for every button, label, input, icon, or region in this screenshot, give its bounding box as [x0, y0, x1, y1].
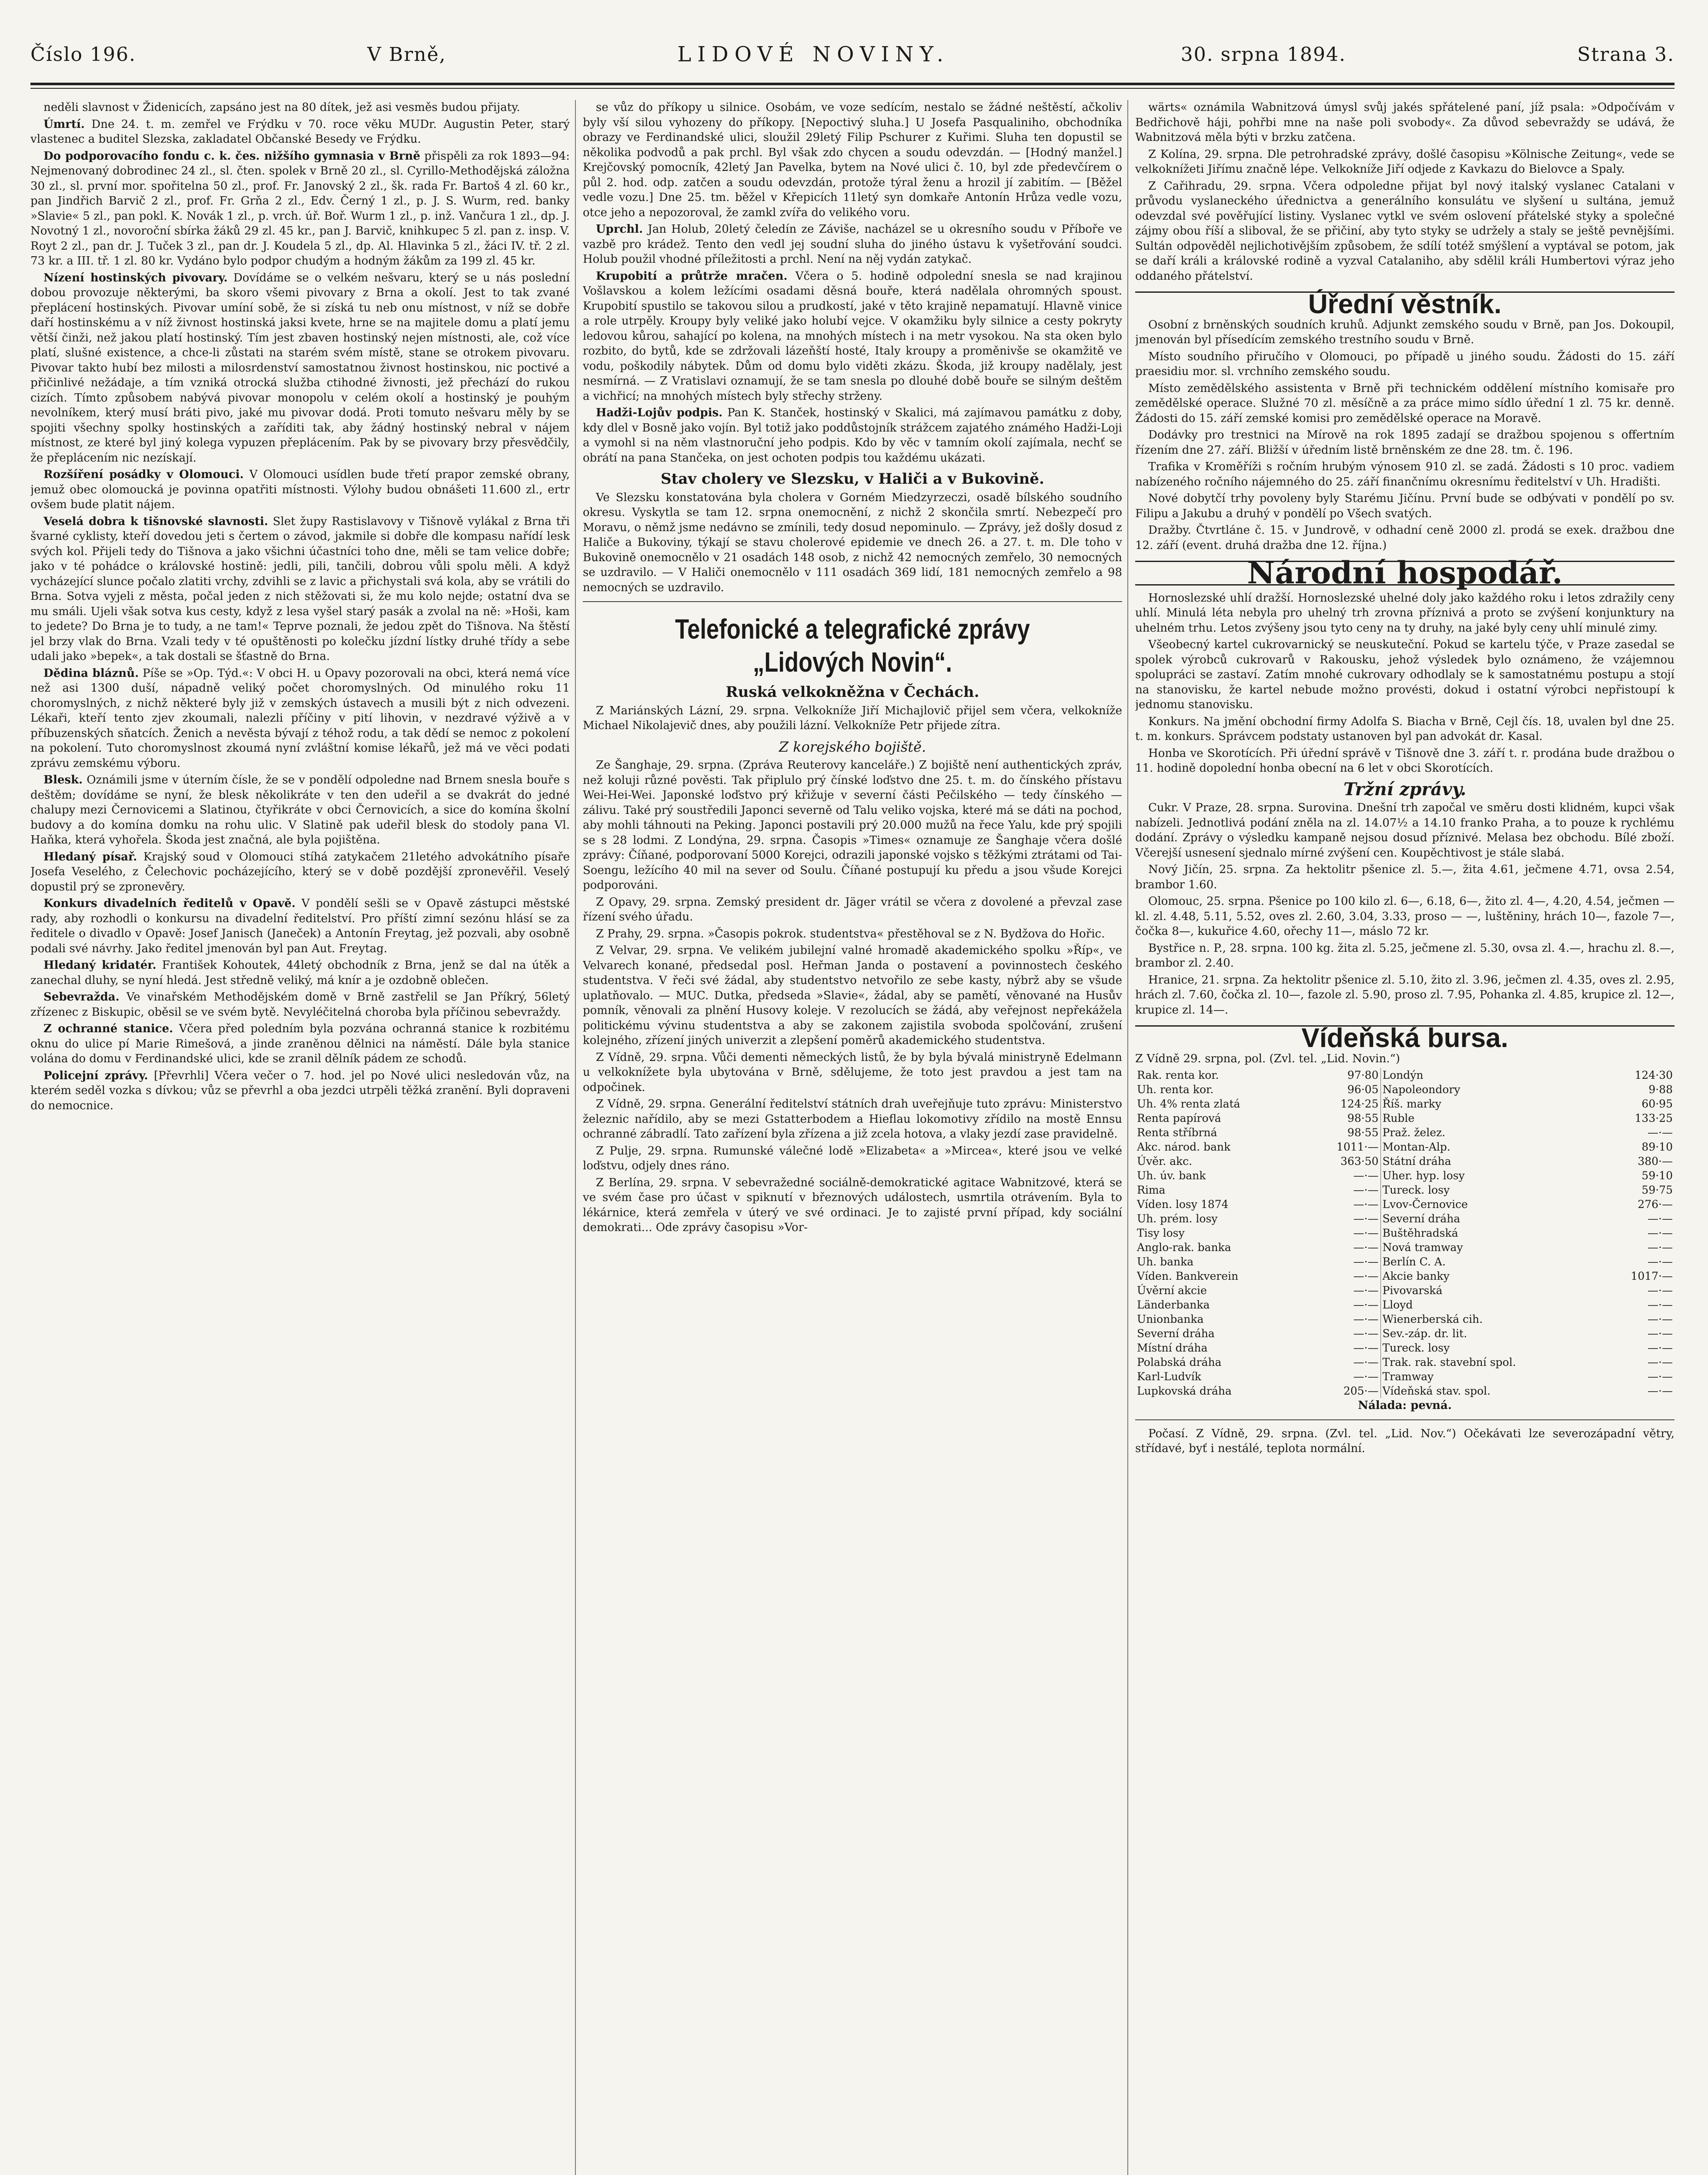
- page-number: Strana 3.: [1577, 43, 1675, 66]
- security-name: Renta papírová: [1137, 1112, 1221, 1124]
- security-name: Berlín C. A.: [1382, 1255, 1446, 1268]
- article-heading: Do podporovacího fondu c. k. čes. nižšího gymnasia v Brně: [43, 149, 421, 163]
- article-text: Honba ve Skorotících. Při úřední správě v Tišnově dne 3. září t. r. prodána bude dražbou o 11. hodině dopolední honba obecní na 6 let v obci Skorotících.: [1135, 746, 1675, 775]
- column-1: [30, 100, 570, 2175]
- article-heading: Sebevražda.: [43, 990, 120, 1004]
- article-text: přispěli za rok 1893—94: Nejmenovaný dobrodinec 24 zl., sl. čten. spolek v Brně 20 zl., sl. Cyrillo-Methodějská záložna 30 zl., sl. první mor. spořitelna 50 zl., prof. Fr. Janovský 2 zl., šk. rada Fr. Bartoš 4 zl. 60 kr., pan Jindřich Barvič 2 zl., prof. Fr. Grňa 2 zl., Edv. Černý 1 zl., p. J. S. Wurm, red. banky »Slavie« 5 zl., pan pokl. K. Novák 1 zl., p. vrch. úř. Boř. Wurm 1 zl., p. inž. Vančura 1 zl., dp. J. Novotný 1 zl., novoroční sbírka žáků 29 zl. 45 kr., pan J. Barvič, knihkupec 5 zl. pan z. insp. V. Royt 2 zl., pan dr. J. Tuček 3 zl., pan dr. J. Koudela 5 zl., dp. Al. Hlavinka 5 zl., žáci IV. tř. 2 zl. 73 kr. a III. tř. 1 zl. 80 kr. Vydáno bylo podpor chudým a hodným žákům za 199 zl. 45 kr.: [30, 149, 570, 268]
- article-text: Krajský soud v Olomouci stíhá zatykačem 21letého advokátního písaře Josefa Veselého, z Čelechovic pocházejícího, který se v době pozdější zpronevěřil. Veselý dopustil prý se zpronevěry.: [30, 850, 570, 893]
- security-name: Polabská dráha: [1137, 1356, 1222, 1369]
- table-row: [1135, 1341, 1675, 1355]
- security-price: —·—: [1307, 1369, 1380, 1384]
- table-row: [1135, 1082, 1675, 1097]
- article-text: Ze Šanghaje, 29. srpna. (Zpráva Reuterovy kanceláře.) Z bojiště není authentických zpráv, než koluji různé pověsti. Tak připlulo prý čínské loďstvo dne 25. t. m. do čínského přístavu Wei-Hei-Wei. Japonské loďstvo prý křižuje v severní části Pečilského — tedy čínského — zálivu. Také prý soustředili Japonci severně od Talu veliko vojska, které má se dáti na pochod, aby mohli táhnouti na Peking. Japonci postavili prý 20.000 mužů na řece Yalu, kde prý spojili se s 28 lodmi. Z Londýna, 29. srpna. Časopis »Times« oznamuje ze Šanghaje včera došlé zprávy: Číňané, podporovaní 5000 Korejci, odrazili japonské vojsko s těžkými ztrátami od Tai-Soengu, ležícího 40 mil na sever od Soulu. Číňané postupují ku předu a jsou všude Korejci podporováni.: [583, 759, 1122, 892]
- security-name: Uh. úv. bank: [1137, 1169, 1206, 1182]
- security-price: —·—: [1307, 1312, 1380, 1326]
- table-row: [1135, 1068, 1675, 1082]
- security-name: Státní dráha: [1382, 1155, 1451, 1168]
- article-heading: Hledaný písař.: [43, 850, 137, 863]
- article-text: Z Velvar, 29. srpna. Ve velikém jubilejní valné hromadě akademického spolku »Říp«, ve Velvarech konané, předsedal posl. Heřman Janda o postavení a povinnostech českého studentstva. V řeči své žádal, aby studentstvo netvořilo ze sebe kasty, nýbrž aby se všude uplatňovalo. — MUC. Dutka, předseda »Slavie«, žádal, aby se pamětí, věnované na Husův pomník, věnovali za plnění Husovy koleje. V rezolucích se žádá, aby veřejnost nepřekážela politickému vývinu studentstva a aby se zakonem zajistila svoboda spolčování, zrušení kolejného, zřízení jiných univerzit a zlepšení poměrů akademického studentstva.: [583, 944, 1122, 1047]
- separator: [1135, 1419, 1675, 1420]
- security-price: —·—: [1648, 1342, 1673, 1354]
- security-name: Úvěrní akcie: [1137, 1284, 1207, 1297]
- security-name: Vídeňská stav. spol.: [1382, 1385, 1491, 1397]
- security-name: Uh. renta kor.: [1137, 1083, 1214, 1096]
- security-price: —·—: [1648, 1255, 1673, 1268]
- article-text: Ve vinařském Methodějském domě v Brně zastřelil se Jan Příkrý, 56letý zřízenec z Biskupic, oběsil se ve svém bytě. Nevyléčitelná choroba byla příčinou sebevraždy.: [30, 990, 570, 1019]
- article-heading: Konkurs divadelních ředitelů v Opavě.: [43, 897, 296, 910]
- article-text: V Olomouci usídlen bude třetí prapor zemské obrany, jemuž obec olomoucká je povinna opatřiti místnosti. Výlohy budou obnášeti 11.600 zl., ertr ovšem bude platit nájem.: [30, 468, 570, 511]
- article-heading: Krupobití a průtrže mračen.: [596, 269, 788, 283]
- security-name: Rak. renta kor.: [1137, 1069, 1219, 1081]
- article: [583, 222, 1122, 267]
- column-divider: [1127, 100, 1128, 2175]
- table-row: [1135, 1211, 1675, 1226]
- table-row: [1135, 1097, 1675, 1111]
- section-heading: Stav cholery ve Slezsku, v Haliči a v Bukovině.: [661, 470, 1044, 488]
- security-name: Uh. prém. losy: [1137, 1212, 1218, 1225]
- security-price: 97·80: [1307, 1068, 1380, 1082]
- article-text: Slet župy Rastislavovy v Tišnově vylákal z Brna tři švarné cyklisty, kteří dovedou jeti s čertem o závod, jakmile si dobře dle kompasu nařídí lesk svých kol. Přijeli tedy do Tišnova a jako všichni účastníci toho dne, měli se tam velice dobře; jako v té pohádce o královské hostině: jedli, pili, tančili, dobrou vůli spolu měli. A když vycházející slunce počalo zlatiti vrchy, zdvihli se z lavic a přichystali svá kola, aby se vrátili do Brna. Sotva vyjeli z města, počal jeden z nich stěžovati si, že mu kolo nejde; ostatní dva se mu smáli. Ujeli však sotva kus cesty, když z lesa vyšel starý pasák a zvolal na ně: »Hoši, kam to jedete? Do Brna je to tudy, a ne tam!« Teprve poznali, že jedou zpět do Tišnova. Na štěstí jel brzy vlak do Brna. Vzali tedy v té opuštěnosti po kolečku jízdní lístky druhé třídy a sebe udali jako »bepek«, a tak dostali se šťastně do Brna.: [30, 515, 570, 663]
- security-price: —·—: [1307, 1226, 1380, 1240]
- security-name: Trak. rak. stavební spol.: [1382, 1356, 1516, 1369]
- article-text: Hranice, 21. srpna. Za hektolitr pšenice zl. 5.10, žito zl. 3.96, ječmen zl. 4.35, oves zl. 2.95, hrách zl. 7.60, čočka zl. 10—, fazole zl. 5.90, proso zl. 7.95, Pohanka zl. 4.85, krupice zl. 12—, krupice zl. 14—.: [1135, 973, 1675, 1017]
- section-heading: Ruská velkokněžna v Čechách.: [725, 683, 979, 701]
- masthead-rule: [30, 83, 1675, 85]
- table-row: [1135, 1111, 1675, 1125]
- issue-number: Číslo 196.: [30, 43, 136, 66]
- table-row: [1135, 1197, 1675, 1211]
- security-price: 1011·—: [1307, 1140, 1380, 1154]
- table-row: [1135, 1183, 1675, 1197]
- article-text: Olomouc, 25. srpna. Pšenice po 100 kilo zl. 6—, 6.18, 6—, žito zl. 4—, 4.20, 4.54, ječmen — kl. zl. 4.48, 5.11, 5.52, oves zl. 2.60, 3.04, 3.33, proso — —, luštěniny, hrách 10—, fazole 7—, čočka 8—, kukuřice 4.60, ořechy 11—, máslo 72 kr.: [1135, 895, 1675, 938]
- article-text: Místo soudního přiručího v Olomouci, po případě u jiného soudu. Žádosti do 15. září praesidiu mor. sl. vrchního zemského soudu.: [1135, 350, 1675, 378]
- article-text: Trafika v Kroměříži s ročním hrubým výnosem 910 zl. se zadá. Žádosti s 10 proc. vadiem nabízeného ročního nájemného do 25. září finančnímu okresnímu ředitelství v Uh. Hradišti.: [1135, 460, 1675, 489]
- security-name: Lloyd: [1382, 1298, 1413, 1311]
- masthead-rule-thin: [30, 88, 1675, 89]
- article-text: Oznámili jsme v úterním čísle, že se v pondělí odpoledne nad Brnem snesla bouře s deštěm; dovídáme se nyní, že blesk několikráte v ten den udeřil a se dvakrát do jedné chalupy mezi Černovicemi a Slatinou, čtyřikráte v obci Černovicích, a sice do komína školní budovy a do komína domku na rohu ulic. V Slatině pak udeřil blesk do stodoly pana Vl. Haňka, která vyhořela. Škoda jest značná, ale byla pojištěna.: [30, 773, 570, 847]
- masthead: [30, 30, 1675, 78]
- security-name: Montan-Alp.: [1382, 1141, 1451, 1153]
- table-row: [1135, 1269, 1675, 1283]
- security-price: —·—: [1648, 1327, 1673, 1340]
- security-price: —·—: [1648, 1126, 1673, 1139]
- security-price: —·—: [1307, 1168, 1380, 1183]
- article-text: Píše se »Op. Týd.«: V obci H. u Opavy pozorovali na obci, která nemá více než asi 1300 duší, nápadně veliký počet choromyslných. Od minulého roku 11 choromyslných, z nichž některé byly již v zemských ústavech a musili být z nich odvezeni. Lékaři, kteří tento zjev zkoumali, nalezli příčiny v pití lihovin, v nezdravé výživě a v příbuzenských sňatcích. Ženich a nevěsta bývají z téhož rodu, a tak dědí se nemoc z pokolení na pokolení. Tuto choromyslnost zkoumá nyní zvláštní komise lékařů, jež má ve věci podati zprávu zemskému výboru.: [30, 666, 570, 770]
- article-text: Z Berlína, 29. srpna. V sebevražedné sociálně-demokratické agitace Wabnitzové, která se ve svém čase pro účast v spiknutí v březnových událostech, usmrtila otrávením. Byla to lékárnice, která zemřela v úterý ve své ordinaci. Je to zajisté první případ, kdy sociální demokrati... Ode zprávy časopisu »Vor-: [583, 1176, 1122, 1234]
- table-row: [1135, 1312, 1675, 1326]
- weather-report: Počasí. Z Vídně, 29. srpna. (Zvl. tel. „Lid. Nov.“) Očekávati lze severozápadní větry, střídavé, byť i nestálé, teplota normální.: [1135, 1427, 1675, 1455]
- security-price: —·—: [1307, 1197, 1380, 1211]
- security-price: —·—: [1307, 1240, 1380, 1255]
- table-row: [1135, 1240, 1675, 1255]
- security-price: —·—: [1307, 1183, 1380, 1197]
- article: [30, 1021, 570, 1067]
- article: [30, 514, 570, 664]
- security-name: Místní dráha: [1137, 1342, 1208, 1354]
- article-text: Z Vídně, 29. srpna. Vůči dementi německých listů, že by byla bývalá ministryně Edelmann u velkoknížete byla ubytována v Brně, sdělujeme, že toto jest pravdou a jest tam na odpočinek.: [583, 1051, 1122, 1094]
- article: [583, 405, 1122, 465]
- security-name: Severní dráha: [1137, 1327, 1215, 1340]
- security-name: Víden. Bankverein: [1137, 1270, 1239, 1282]
- issue-date: 30. srpna 1894.: [1180, 43, 1346, 66]
- article-text: Z Cařihradu, 29. srpna. Včera odpoledne přijat byl nový italský vyslanec Catalani v průvodu vyslaneckého úřednictva a generálního konsulátu ve slyšení u sultána, jemuž odevzdal své pověřující listiny. Vyslanec vytkl ve svém oslovení přátelské styky a společné zájmy obou říší a sliboval, že se přičiní, aby tyto styky se udržely a staly se ještě pevnějšími. Sultán odpověděl nejlichotivějším způsobem, že sdílí totéž smýšlení a vyptával se potom, jak se daří králi a královské rodině a vyzval Catalaniho, aby sdělil králi Humbertovi výraz jeho oddaného přátelství.: [1135, 179, 1675, 283]
- article-text: Dne 24. t. m. zemřel ve Frýdku v 70. roce věku MUDr. Augustin Peter, starý vlastenec a buditel Slezska, zakladatel Občanské Besedy ve Frýdku.: [30, 117, 570, 146]
- security-price: 380·—: [1638, 1155, 1673, 1168]
- article-text: František Kohoutek, 44letý obchodník z Brna, jenž se dal na útěk a zanechal dluhy, se nyní hledá. Jest středně veliký, má knír a je ozdobně oblečen.: [30, 959, 570, 987]
- security-price: 133·25: [1634, 1112, 1673, 1124]
- article: [30, 149, 570, 269]
- security-name: Länderbanka: [1137, 1298, 1210, 1311]
- security-name: Renta stříbrná: [1137, 1126, 1217, 1139]
- security-price: —·—: [1307, 1326, 1380, 1341]
- security-price: —·—: [1307, 1355, 1380, 1369]
- article: [30, 467, 570, 512]
- article-text: Konkurs. Na jmění obchodní firmy Adolfa S. Biacha v Brně, Cejl čís. 18, uvalen byl dne 25. t. m. konkurs. Správcem podstaty ustanoven byl pan advokát dr. Kasal.: [1135, 715, 1675, 743]
- table-row: [1135, 1226, 1675, 1240]
- article-text: [Převrhli] Včera večer o 7. hod. jel po Nové ulici nesledován vůz, na kterém seděl vozka s dívkou; vůz se převrhl a oba jezdci utrpěli těžká zranění. Byli dopraveni do nemocnice.: [30, 1069, 570, 1112]
- security-name: Praž. želez.: [1382, 1126, 1446, 1139]
- table-row: [1135, 1168, 1675, 1183]
- security-price: —·—: [1648, 1385, 1673, 1397]
- security-name: Tramway: [1382, 1370, 1434, 1383]
- security-price: —·—: [1648, 1356, 1673, 1369]
- national-economy-heading: Národní hospodář.: [1135, 561, 1675, 586]
- article-heading: Dědina bláznů.: [43, 666, 139, 680]
- security-name: Uh. 4% renta zlatá: [1137, 1098, 1240, 1110]
- market-mood: Nálada: pevná.: [1358, 1399, 1452, 1412]
- city: V Brně,: [367, 43, 446, 66]
- article-text: Cukr. V Praze, 28. srpna. Surovina. Dnešní trh započal ve směru dosti klidném, kupci však nabízeli. Jednotlivá podání zněla na zl. 14.07½ a 14.10 franko Praha, a to pouze k rychlému dodání. Zprávy o výsledku kampaně nejsou dosud příznivé. Melasa bez obchodu. Bílé zboží. Včerejší usnesení sjednalo mírné zvýšení cen. Koupěchtivost je stále slabá.: [1135, 801, 1675, 860]
- article-heading: Z ochranné stanice.: [43, 1022, 173, 1035]
- security-price: 9·88: [1648, 1083, 1673, 1096]
- article-text: Včera o 5. hodině odpolední snesla se nad krajinou Vošlavskou a kolem ležícími osadami děsná bouře, která nadělala ohromných spoust. Krupobití spustilo se takovou silou a prudkostí, jaké v těto krajině nepamatují. Hlavně vinice a role utrpěly. Kroupy byly veliké jako holubí vejce. V okamžiku byly silnice a cesty pokryty ledovou kůrou, sahající po kolena, na mnohých místech i na metr vysokou. Na sta oken bylo rozbito, do bytů, kde se zdržovali lázeňští hosté, Italy kroupy a proměnivše se okamžitě ve vodu, poškodily nábytek. Dům od domu bylo viděti zkázu. Škoda, již kroupy nadělaly, jest nesmírná. — Z Vratislavi oznamují, že se tam snesla po dlouhé době bouře se silným deštěm a vichřicí; na mnohých místech byly střechy strženy.: [583, 269, 1122, 403]
- article-text: Nové dobytčí trhy povoleny byly Starému Jičínu. První bude se odbývati v pondělí po sv. Filipu a Jakubu a druhý v pondělí po Všech svatých.: [1135, 492, 1675, 520]
- security-price: —·—: [1648, 1227, 1673, 1239]
- security-price: 124·30: [1634, 1069, 1673, 1081]
- security-price: —·—: [1307, 1298, 1380, 1312]
- article-text: Jan Holub, 20letý čeledín ze Záviše, nacházel se u okresního soudu v Příboře ve vazbě pro krádež. Tento den vedl jej soudní sluha do jiného ústavu k vyšetřování soudci. Holub použil vhodné příležitosti a prchl. Není na něj vydán zatykač.: [583, 223, 1122, 266]
- table-row: [1135, 1140, 1675, 1154]
- security-name: Ruble: [1382, 1112, 1415, 1124]
- security-price: —·—: [1307, 1211, 1380, 1226]
- article-text: Bystřice n. P., 28. srpna. 100 kg. žita zl. 5.25, ječmene zl. 5.30, ovsa zl. 4.—, hrachu zl. 8.—, brambor zl. 2.40.: [1135, 941, 1675, 970]
- article-text: Místo zemědělského assistenta v Brně při technickém oddělení místního komisaře pro zemědělské operace. Služné 70 zl. měsíčně a za práce mimo sídlo úřední 1 zl. 75 kr. denně. Žádosti do 15. září zemské komisi pro zemědělské operace na Moravě.: [1135, 381, 1675, 425]
- security-name: Lvov-Černovice: [1382, 1198, 1468, 1211]
- column-divider: [575, 100, 576, 2175]
- security-price: —·—: [1307, 1255, 1380, 1269]
- security-name: Buštěhradská: [1382, 1227, 1458, 1239]
- article-heading: Hledaný kridatér.: [43, 959, 157, 972]
- article-text: Z Kolína, 29. srpna. Dle petrohradské zprávy, došlé časopisu »Kölnische Zeitung«, vede se velkoknížeti Jiřímu značně lépe. Velkokníže Jiří odjede z Kavkazu do Bielovce a Spaly.: [1135, 147, 1675, 176]
- section-heading: Z korejského bojiště.: [779, 738, 926, 755]
- security-price: —·—: [1648, 1370, 1673, 1383]
- article-text: Včera před poledním byla pozvána ochranná stanice k rozbitému oknu do ulice pí Marie Rimešová, a jinde zraněnou dělnici na náměstí. Dále byla stanice volána do domu v Ferdinandské ulici, kde se zranil dělník pádem ze schodů.: [30, 1022, 570, 1065]
- security-name: Pivovarská: [1382, 1284, 1443, 1297]
- separator: [583, 601, 1122, 602]
- security-price: 59·75: [1641, 1184, 1673, 1196]
- table-row: [1135, 1369, 1675, 1384]
- article-heading: Policejní zprávy.: [43, 1069, 148, 1082]
- market-news-heading: Tržní zprávy.: [1343, 779, 1467, 800]
- column-3: [1135, 100, 1675, 2175]
- article-text: Dražby. Čtvrtláne č. 15. v Jundrově, v odhadní ceně 2000 zl. prodá se exek. dražbou dne 12. září (event. druhá dražba dne 12. října.): [1135, 524, 1675, 552]
- security-name: Rima: [1137, 1184, 1166, 1196]
- table-row: [1135, 1283, 1675, 1298]
- article-text: wärts« oznámila Wabnitzová úmysl svůj jakés spřátelené paní, jíž psala: »Odpočívám v Bedřichově háji, pohřbi mne na naše poli svobody«. Za důvod sebevraždy se udává, že Wabnitzová měla býti v brzku zatčena.: [1135, 101, 1675, 144]
- exchange-table: [1135, 1068, 1675, 1398]
- security-price: —·—: [1648, 1298, 1673, 1311]
- table-row: [1135, 1298, 1675, 1312]
- security-price: 124·25: [1307, 1097, 1380, 1111]
- article-text: Z Pulje, 29. srpna. Rumunské válečné lodě »Elizabeta« a »Mircea«, které jsou ve velké loďstvu, odjely dnes ráno.: [583, 1144, 1122, 1172]
- table-row: [1135, 1326, 1675, 1341]
- article-text: Z Mariánských Lázní, 29. srpna. Velkokníže Jiří Michajlovič přijel sem včera, velkokníže Michael Nikolajevič dnes, aby použili lázní. Velkokníže Petr přijede zítra.: [583, 704, 1122, 732]
- newspaper-title: LIDOVÉ NOVINY.: [677, 42, 950, 67]
- security-name: Akc. národ. bank: [1137, 1141, 1231, 1153]
- article-text: Pan K. Stanček, hostinský v Skalici, má zajímavou památku z doby, kdy dlel v Bosně jako vojín. Byl totiž jako poddůstojník strážcem zajatého známého Hadži-Loji a vymohl si na něm vlastnoruční jeho podpis. Kdo by věc v tamním okolí zajímala, nechť se obrátí na pana Stančeka, on jest ochoten podpis tou každému ukázati.: [583, 406, 1122, 465]
- security-name: Víden. losy 1874: [1137, 1198, 1229, 1211]
- article-text: neděli slavnost v Židenicích, zapsáno jest na 80 dítek, jež asi vesměs budou přijaty.: [43, 101, 520, 114]
- security-name: Karl-Ludvík: [1137, 1370, 1201, 1383]
- security-name: Wienerberská cih.: [1382, 1313, 1483, 1325]
- official-gazette-heading: Úřední věstník.: [1135, 291, 1675, 312]
- security-price: —·—: [1648, 1241, 1673, 1254]
- table-row: [1135, 1355, 1675, 1369]
- security-name: Tisy losy: [1137, 1227, 1185, 1239]
- telegraph-section-title: Telefonické a telegrafické zprávy „Lidových Novin“.: [675, 613, 1030, 678]
- table-row: [1135, 1154, 1675, 1168]
- security-price: —·—: [1648, 1284, 1673, 1297]
- security-price: 89·10: [1641, 1141, 1673, 1153]
- table-row: [1135, 1384, 1675, 1398]
- article: [30, 850, 570, 895]
- article-text: Hornoslezské uhlí dražší. Hornoslezské uhelné doly jako každého roku i letos zdražily ceny uhlí. Minulá léta nebyla pro uhelný trh zrovna příznivá a proto se zvýšení konjunktury na uhelném trhu. Letos zvýšeny jsou tyto ceny na ty druhy, na jaké byly ceny uhlí minulé zimy.: [1135, 591, 1675, 635]
- security-price: 60·95: [1641, 1098, 1673, 1110]
- security-price: 98·55: [1307, 1125, 1380, 1140]
- security-name: Nová tramway: [1382, 1241, 1463, 1254]
- article: [30, 773, 570, 848]
- security-name: Úvěr. akc.: [1137, 1155, 1193, 1168]
- security-price: 276·—: [1638, 1198, 1673, 1211]
- column-2: [583, 100, 1122, 2175]
- article-heading: Nízení hostinských pivovary.: [43, 271, 228, 284]
- article: [583, 269, 1122, 404]
- article-text: Dovídáme se o velkém nešvaru, který se u nás poslední dobou provozuje některými, ba skoro všemi pivovary z Brna a okolí. Jest to tak zvané přeplácení hostinských. Pivovar umíní sobě, že si získá tu neb onu místnost, v níž se dobře daří hostinskému a v níž živnost hostinská jaksi kvete, hrne se na majitele domu a platí jemu větší činži, než jakou platí hostinský. Tím jest zbaven hostinský nejen místnosti, ale, což více platí, slušné existence, a chce-li zůstati na starém svém místě, stane se otrokem pivovaru. Pivovar takto hubí bez milosti a milosrdenství samostatnou živnost hostinskou, nic poctivé a přičinlivé nežádaje, a tím vzniká otrocká služba ctihodné živnosti, jež přechází do rukou cizích. Tímto způsobem nabývá pivovar monopolu v celém okolí a hostinský je pouhým nevolníkem, který musí bráti pivo, jaké mu pivovar dodá. Proti tomuto nešvaru měly by se spojiti všechny spolky hostinských a zaříditi tak, aby žádný hostinský nebral v nájem místnost, ze které byl jiný kolega vypuzen přeplácením. Pak by se pivovary brzy přesvědčily, že přeplácením nic nezískají.: [30, 271, 570, 465]
- article-text: Z Vídně, 29. srpna. Generální ředitelství státních drah uveřejňuje tuto zprávu: Ministerstvo železnic nařídilo, aby se mezi Gstatterbodem a Hieflau lokomotivy zřídilo na mostě Ennsu ochranné zábradlí. Tato zařízení byla zřízena a již zcela hotova, a vlaky jezdí zase pravidelně.: [583, 1098, 1122, 1141]
- article-heading: Blesk.: [43, 773, 83, 786]
- article-text: Všeobecný kartel cukrovarnický se neuskuteční. Pokud se kartelu týče, v Praze zasedal se spolek výrobců cukrovarů v Rakousku, jehož výsledek bylo oznámeno, že vzájemnou spolupráci se zastaví. Zatím mnohé cukrovary odhodlaly se k samostatnému postupu a stojí na stanovisku, že kartel nebude možno provésti, dokud i ostatní výrobci nepřistoupí k jednomu stanovisku.: [1135, 638, 1675, 711]
- article-text: Z Opavy, 29. srpna. Zemský president dr. Jäger vrátil se včera z dovolené a převzal zase řízení svého úřadu.: [583, 895, 1122, 924]
- article-text: Z Prahy, 29. srpna. »Časopis pokrok. studentstva« přestěhoval se z N. Bydžova do Hořic.: [596, 927, 1105, 940]
- security-name: Anglo-rak. banka: [1137, 1241, 1231, 1254]
- security-price: 96·05: [1307, 1082, 1380, 1097]
- security-price: —·—: [1307, 1269, 1380, 1283]
- security-name: Uher. hyp. losy: [1382, 1169, 1465, 1182]
- security-name: Lupkovská dráha: [1137, 1385, 1232, 1397]
- article-heading: Úmrtí.: [43, 117, 85, 131]
- article: [30, 666, 570, 771]
- table-row: [1135, 1255, 1675, 1269]
- security-name: Unionbanka: [1137, 1313, 1204, 1325]
- security-price: 1017·—: [1631, 1270, 1673, 1282]
- article-text: Nový Jičín, 25. srpna. Za hektolitr pšenice zl. 5.—, žita 4.61, ječmene 4.71, ovsa 2.54, brambor 1.60.: [1135, 863, 1675, 891]
- security-price: 98·55: [1307, 1111, 1380, 1125]
- security-name: Sev.-záp. dr. lit.: [1382, 1327, 1467, 1340]
- security-name: Tureck. losy: [1382, 1342, 1450, 1354]
- article-heading: Hadži-Lojův podpis.: [596, 406, 723, 419]
- article-text: V pondělí sešli se v Opavě zástupci městské rady, aby rozhodli o konkursu na divadelní ředitelství. Pro příští zimní sezónu hlásí se za ředitele o divadlo v Opavě: Josef Janisch (Janeček) a Antonín Freytag, jež pozvali, aby osobně podali své návrhy. Jako ředitel jmenován byl pan Aut. Freytag.: [30, 897, 570, 955]
- security-price: 59·10: [1641, 1169, 1673, 1182]
- article-heading: Veselá dobra k tišnovské slavnosti.: [43, 515, 268, 528]
- security-name: Akcie banky: [1382, 1270, 1450, 1282]
- article-text: Osobní z brněnských soudních kruhů. Adjunkt zemského soudu v Brně, pan Jos. Dokoupil, jmenován byl přísedícím zemského trestního soudu v Brně.: [1135, 318, 1675, 346]
- article: [30, 990, 570, 1020]
- article-text: Dodávky pro trestnici na Mírově na rok 1895 zadají se dražbou spojenou s offertním řízením dne 27. září. Bližší v úředním listě brněnském ze dne 28. tm. č. 196.: [1135, 428, 1675, 457]
- table-row: [1135, 1125, 1675, 1140]
- security-name: Severní dráha: [1382, 1212, 1461, 1225]
- security-name: Uh. banka: [1137, 1255, 1194, 1268]
- security-price: —·—: [1648, 1313, 1673, 1325]
- security-price: —·—: [1648, 1212, 1673, 1225]
- article: [30, 896, 570, 956]
- security-name: Londýn: [1382, 1069, 1424, 1081]
- article-text: Z Vídně 29. srpna, pol. (Zvl. tel. „Lid. Novin.“): [1135, 1052, 1400, 1065]
- vienna-exchange-heading: Vídeňská bursa.: [1135, 1025, 1675, 1046]
- article: [30, 117, 570, 147]
- security-price: —·—: [1307, 1341, 1380, 1355]
- article: [30, 271, 570, 466]
- security-name: Říš. marky: [1382, 1098, 1441, 1110]
- article-heading: Rozšíření posádky v Olomouci.: [43, 468, 244, 481]
- article: [30, 958, 570, 988]
- security-price: 205·—: [1307, 1384, 1380, 1398]
- article-text: Ve Slezsku konstatována byla cholera v Gorném Miedzyrzeczi, osadě bílského soudního okresu. Vyskytla se tam 12. srpna onemocnění, z nichž 2 skončila smrtí. Nebezpečí pro Moravu, o němž jsme nedávno se zmínili, tedy dosud nepominulo. — Zprávy, jež došly dosud z Haliče a Bukoviny, týkají se stavu cholerové epidemie ve dnech 26. a 27. t. m. Dle toho v Bukovině onemocnělo v 21 osadách 148 osob, z nichž 42 nemocných zemřelo, 30 nemocných se uzdravilo. — V Haliči onemocnělo v 111 osadách 369 lidí, 181 nemocných zemřelo a 98 nemocných se uzdravilo.: [583, 491, 1122, 594]
- article: [30, 1068, 570, 1114]
- security-name: Tureck. losy: [1382, 1184, 1450, 1196]
- article-heading: Uprchl.: [596, 223, 643, 236]
- security-price: 363·50: [1307, 1154, 1380, 1168]
- article-text: se vůz do příkopy u silnice. Osobám, ve voze sedícím, nestalo se žádné neštěstí, ačkoliv byly vší silou vyhozeny do příkopy. [Nepoctivý sluha.] U Josefa Pasqualiniho, obchodníka obrazy ve Ferdinandské ulici, sloužil 29letý Filip Pschurer z Kuřimi. Sluha ten dopustil se několika podvodů a pak prchl. Byl však zdo chycen a soudu odevzdán. — [Hodný manžel.] Krejčovský pomocník, 42letý Jan Pavelka, bytem na Nové ulici č. 10, byl zde předevčírem o půl 2. hod. odp. zatčen a soudu odevzdán, protože týral ženu a hrozil jí zabitím. — [Běžel vedle vozu.] Dne 25. tm. běžel v Křepicích 11letý syn domkaře Antonín Hrůza vedle vozu, otce jeho a nepozoroval, že zamkl zvířa do velikého voru.: [583, 101, 1122, 219]
- security-price: —·—: [1307, 1283, 1380, 1298]
- security-name: Napoleondory: [1382, 1083, 1461, 1096]
